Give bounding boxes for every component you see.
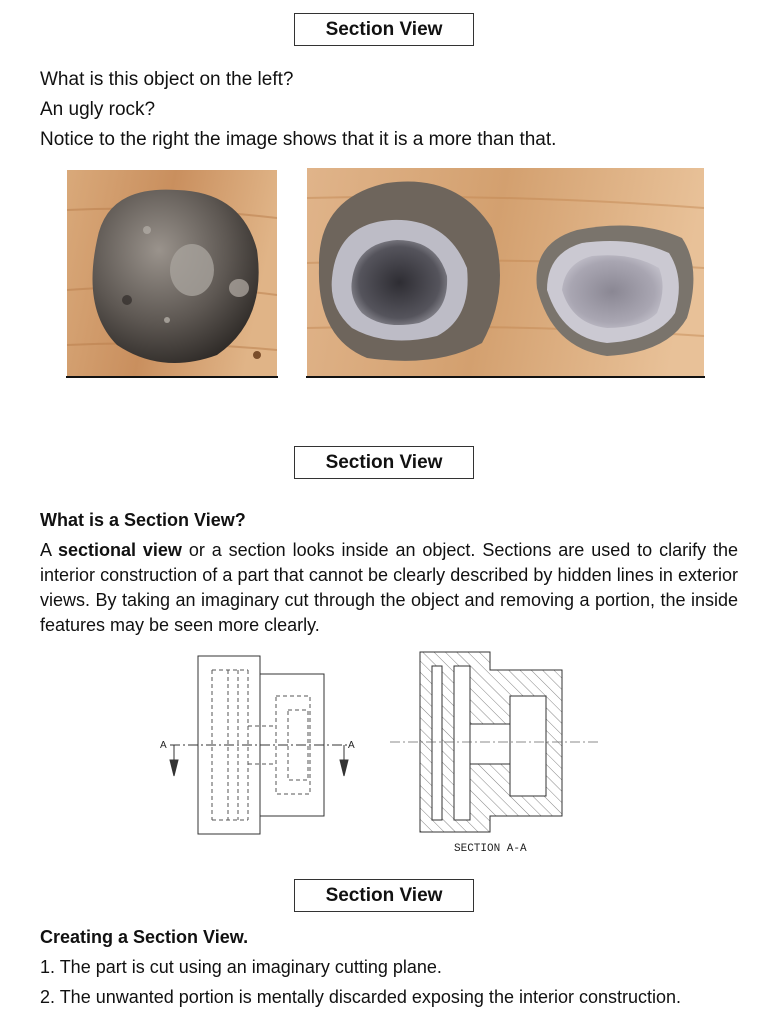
definition-paragraph bbox=[40, 538, 738, 638]
step-1: 1. The part is cut using an imaginary cutting plane. bbox=[40, 957, 442, 977]
left-photo-underline bbox=[66, 376, 278, 378]
intro-line-1: What is this object on the left? bbox=[40, 69, 294, 90]
cut-label-right: A bbox=[348, 740, 355, 751]
section-a-a-view bbox=[390, 652, 600, 832]
right-photo-underline bbox=[306, 376, 705, 378]
intro-line-3: Notice to the right the image shows that it is a more than that. bbox=[40, 129, 557, 150]
definition-heading: What is a Section View? bbox=[40, 510, 246, 530]
section-view-title-1: Section View bbox=[294, 13, 474, 46]
cut-label-left: A bbox=[160, 740, 167, 751]
exterior-view bbox=[170, 656, 350, 834]
section-view-title-2: Section View bbox=[294, 446, 474, 479]
section-view-title-3: Section View bbox=[294, 879, 474, 912]
definition-body: or a section looks inside an object. Sections are used to clarify the interior construction of a part that cannot be clearly described by hidden lines in exterior views. By taking an imaginary cut through the object and removing a portion, the inside features may be seen more clearly. bbox=[40, 540, 739, 635]
section-drawing bbox=[150, 640, 610, 860]
definition-lead: A bbox=[40, 540, 58, 560]
creating-heading: Creating a Section View. bbox=[40, 927, 249, 947]
rough-rock-photo bbox=[67, 170, 277, 377]
intro-line-2: An ugly rock? bbox=[40, 99, 156, 120]
split-geode-photo bbox=[307, 168, 704, 377]
step-2: 2. The unwanted portion is mentally discarded exposing the interior construction. bbox=[40, 987, 682, 1007]
definition-term: sectional view bbox=[57, 540, 182, 560]
section-a-a-label: SECTION A-A bbox=[454, 843, 527, 855]
